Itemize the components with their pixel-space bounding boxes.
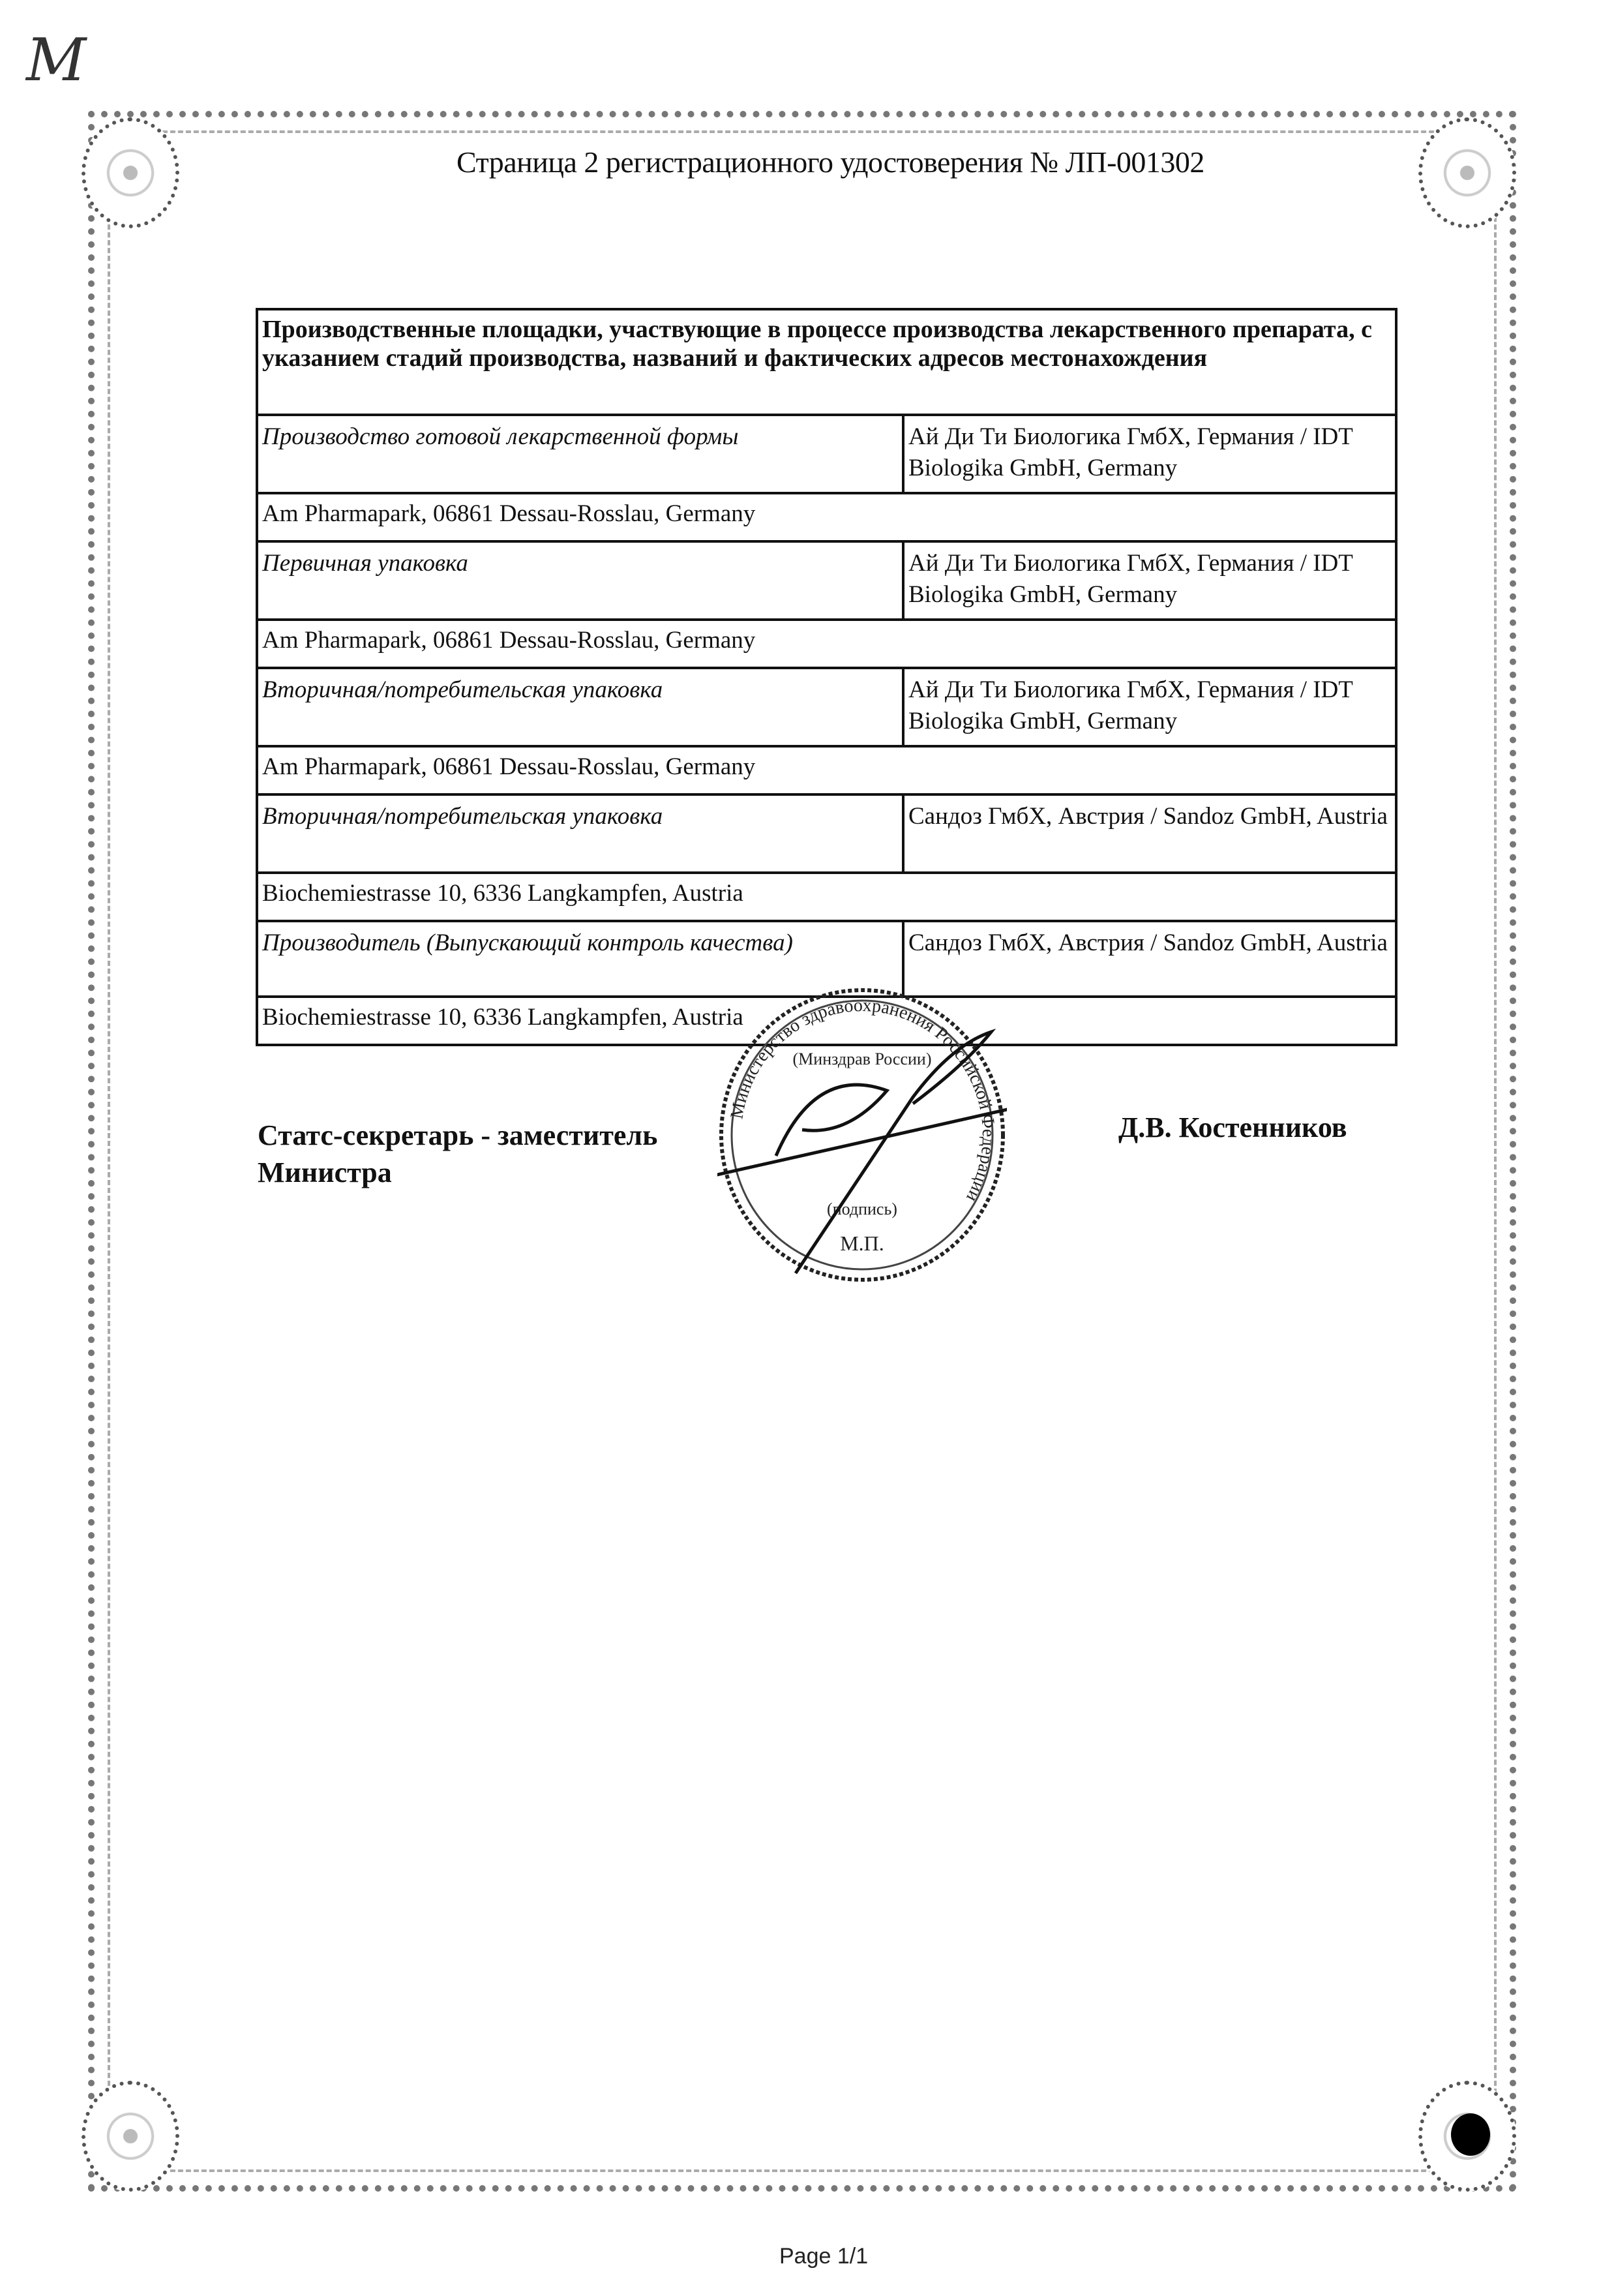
stamp-outer-text: Министерство здравоохранения Российской Федерации [726,995,999,1205]
page-header: Страница 2 регистрационного удостоверения № ЛП-001302 [456,145,1204,179]
stamp-signature-label: (подпись) [827,1200,897,1218]
page-footer: Page 1/1 [779,2244,869,2269]
corner-ornament-bottom-left [82,2081,179,2192]
address-cell: Biochemiestrasse 10, 6336 Langkampfen, Austria [257,873,1396,921]
stamp-seal-label: М.П. [840,1231,884,1255]
table-title: Производственные площадки, участвующие в процессе производства лекарственного препарата, с указанием стадий производства, названий и фактических адресов местонахождения [257,309,1396,415]
position-line-2: Министра [258,1156,392,1189]
signatory-name: Д.В. Костенников [1118,1111,1347,1143]
position-line-1: Статс-секретарь - заместитель [258,1119,658,1151]
address-cell: Biochemiestrasse 10, 6336 Langkampfen, Austria [257,997,1396,1045]
handwritten-mark: M [26,26,87,95]
manufacturing-sites-table [256,308,1397,1046]
table-row [257,541,1396,620]
signatory-position [258,1117,657,1191]
ink-blot [1451,2113,1490,2156]
table-row [257,668,1396,746]
company-cell: Ай Ди Ти Биологика ГмбХ, Германия / IDT Biologika GmbH, Germany [903,541,1396,620]
stage-cell: Производство готовой лекарственной формы [257,415,903,493]
address-cell: Am Pharmapark, 06861 Dessau-Rosslau, Germany [257,746,1396,794]
address-cell: Am Pharmapark, 06861 Dessau-Rosslau, Germany [257,620,1396,668]
stage-cell: Вторичная/потребительская упаковка [257,794,903,873]
stage-cell: Производитель (Выпускающий контроль качества) [257,921,903,997]
company-cell: Ай Ди Ти Биологика ГмбХ, Германия / IDT Biologika GmbH, Germany [903,668,1396,746]
corner-ornament-top-right [1418,117,1516,228]
table-row [257,921,1396,997]
official-seal-stamp [717,986,1007,1284]
corner-ornament-top-left [82,117,179,228]
table-row [257,415,1396,493]
stage-cell: Первичная упаковка [257,541,903,620]
company-cell: Сандоз ГмбХ, Австрия / Sandoz GmbH, Austria [903,921,1396,997]
stamp-inner-text: (Минздрав России) [792,1050,932,1068]
table-row [257,794,1396,873]
stage-cell: Вторичная/потребительская упаковка [257,668,903,746]
company-cell: Ай Ди Ти Биологика ГмбХ, Германия / IDT Biologika GmbH, Germany [903,415,1396,493]
address-cell: Am Pharmapark, 06861 Dessau-Rosslau, Germany [257,493,1396,541]
company-cell: Сандоз ГмбХ, Австрия / Sandoz GmbH, Austria [903,794,1396,873]
